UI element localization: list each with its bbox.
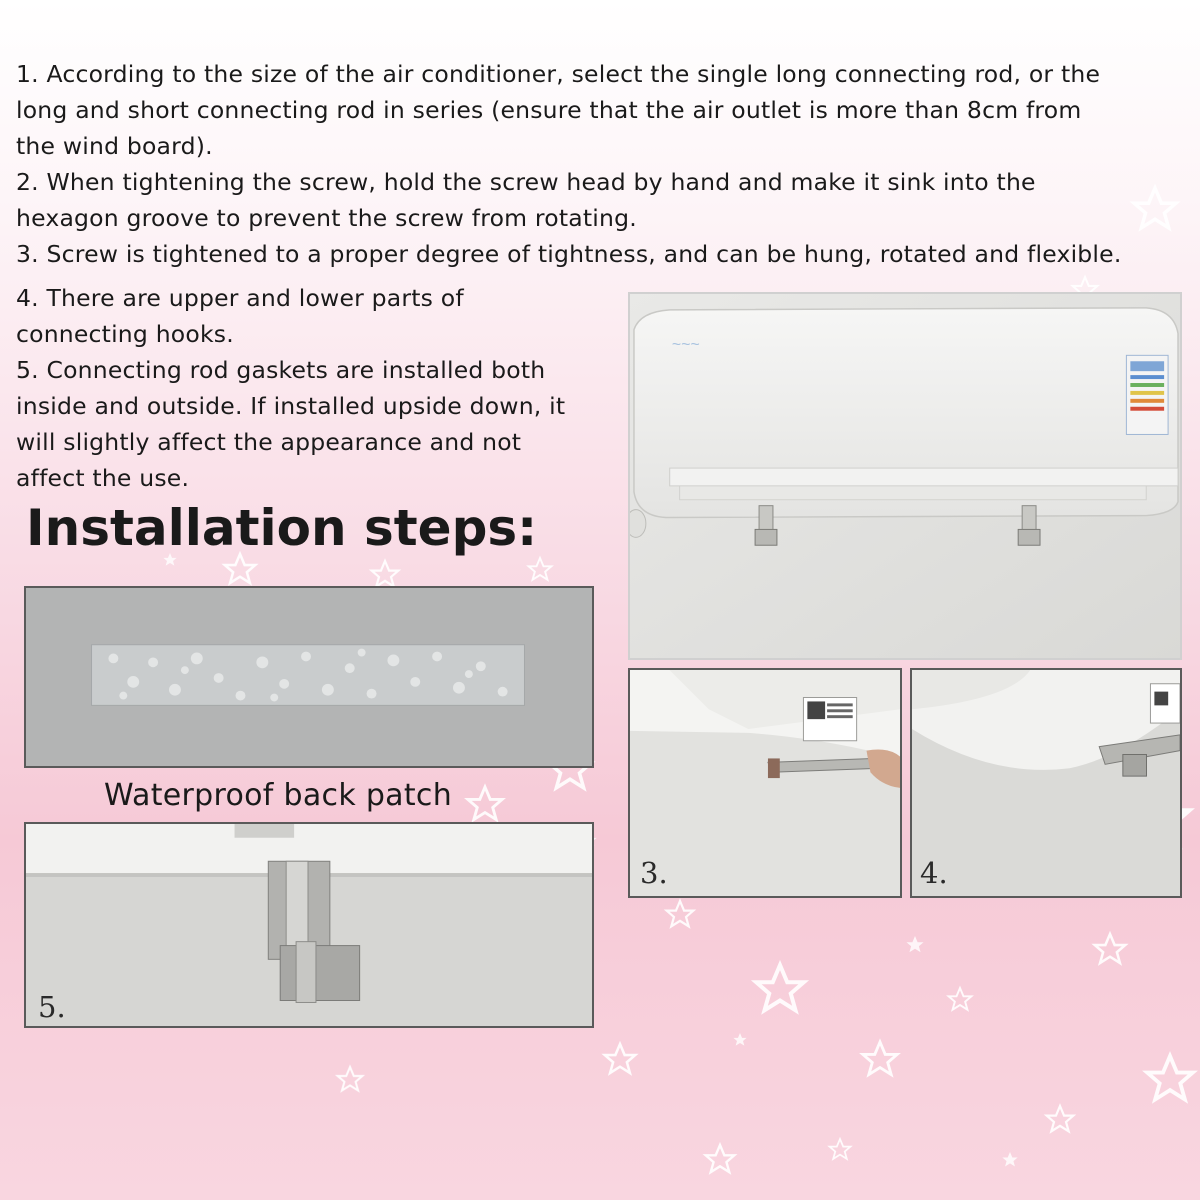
step-5-label: 5.: [38, 990, 66, 1024]
step-4-label: 4.: [920, 856, 948, 890]
instruction-line: 4. There are upper and lower parts of: [16, 284, 464, 312]
instruction-item-2: [16, 164, 1036, 236]
instruction-item-5: [16, 352, 565, 496]
svg-text:~~~: ~~~: [671, 336, 700, 354]
instruction-line: the wind board).: [16, 132, 213, 160]
section-title: Installation steps:: [26, 499, 538, 557]
instruction-line: 3. Screw is tightened to a proper degree of tightness, and can be hung, rotated and flexible.: [16, 240, 1122, 268]
instruction-line: 1. According to the size of the air conditioner, select the single long connecting rod, or the: [16, 60, 1101, 88]
air-conditioner-photo: [628, 292, 1182, 660]
instruction-line: connecting hooks.: [16, 320, 234, 348]
step-5-photo: [24, 822, 594, 1028]
patch-caption: Waterproof back patch: [104, 778, 453, 813]
instruction-line: will slightly affect the appearance and not: [16, 428, 522, 456]
instruction-item-1: [16, 56, 1100, 164]
instruction-item-3: [16, 236, 1122, 272]
step-4-photo: [910, 668, 1182, 898]
waterproof-patch-photo: [24, 586, 594, 768]
instruction-line: hexagon groove to prevent the screw from rotating.: [16, 204, 637, 232]
instruction-line: long and short connecting rod in series (ensure that the air outlet is more than 8cm from: [16, 96, 1082, 124]
instruction-line: 2. When tightening the screw, hold the screw head by hand and make it sink into the: [16, 168, 1036, 196]
instruction-item-4: [16, 280, 464, 352]
instruction-line: inside and outside. If installed upside down, it: [16, 392, 566, 420]
instruction-line: affect the use.: [16, 464, 190, 492]
step-3-label: 3.: [640, 856, 668, 890]
instruction-line: 5. Connecting rod gaskets are installed both: [16, 356, 546, 384]
step-3-photo: [628, 668, 902, 898]
